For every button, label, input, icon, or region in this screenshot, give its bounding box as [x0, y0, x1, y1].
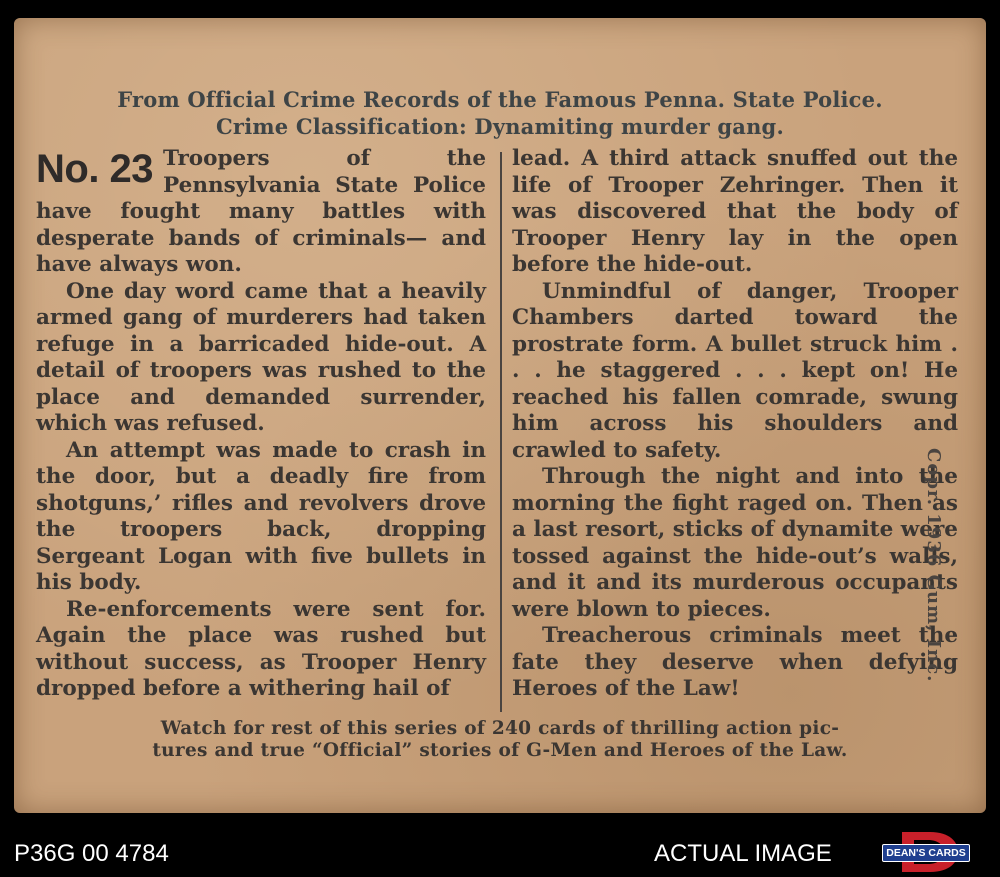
- paragraph-1: [36, 146, 486, 279]
- paragraph-4: Re-enforcements were sent for. Again the place was rushed but without success, as Trooper Henry dropped before a withering hail of: [36, 596, 486, 701]
- paragraph-7: Through the night and into the morning the fight raged on. Then as a last resort, sticks of dynamite were tossed against the hide-out’s walls, and it and its murderous occupants were blown to pieces.: [512, 464, 958, 622]
- paragraph-8: Treacherous criminals meet the fate they deserve when defying Heroes of the Law!: [512, 623, 958, 701]
- cert-number: P36G 00 4784: [14, 840, 169, 867]
- right-column: [512, 146, 958, 703]
- header-line-2: Crime Classification: Dynamiting murder gang.: [216, 114, 784, 139]
- trading-card-back: [14, 18, 986, 813]
- header-line-1: From Official Crime Records of the Famous Penna. State Police.: [117, 87, 883, 112]
- paragraph-6: Unmindful of danger, Trooper Chambers darted toward the prostrate form. A bullet struck him . . . he staggered . . . kept on! He reached his fallen comrade, swung him across his shoulders and crawled to safety.: [512, 278, 958, 463]
- actual-image-caption: ACTUAL IMAGE: [654, 840, 832, 867]
- footer-line-2: tures and true “Official” stories of G-Men and Heroes of the Law.: [152, 740, 848, 761]
- footer-line-1: Watch for rest of this series of 240 cards of thrilling action pic-: [160, 718, 840, 739]
- paragraph-5: lead. A third attack snuffed out the life of Trooper Zehringer. Then it was discovered that the body of Trooper Henry lay in the open before the hide-out.: [512, 146, 958, 277]
- left-column: [36, 146, 486, 703]
- paragraph-3: An attempt was made to crash in the door, but a deadly fire from shotguns,’ rifles and revolvers drove the troopers back, dropping Sergeant Logan with five bullets in his body.: [36, 437, 486, 595]
- copyright-notice: Copr. 1936 Gum, Inc.: [923, 448, 944, 683]
- paragraph-2: One day word came that a heavily armed gang of murderers had taken refuge in a barricaded hide-out. A detail of troopers was rushed to the place and demanded surrender, which was refused.: [36, 278, 486, 436]
- column-divider: [500, 152, 502, 712]
- paragraph-1-text: Troopers of the Pennsylvania State Police have fought many battles with desperate bands of criminals— and have always won.: [36, 146, 486, 277]
- logo-text: DEAN'S CARDS: [882, 844, 970, 862]
- card-number: No. 23: [36, 147, 154, 191]
